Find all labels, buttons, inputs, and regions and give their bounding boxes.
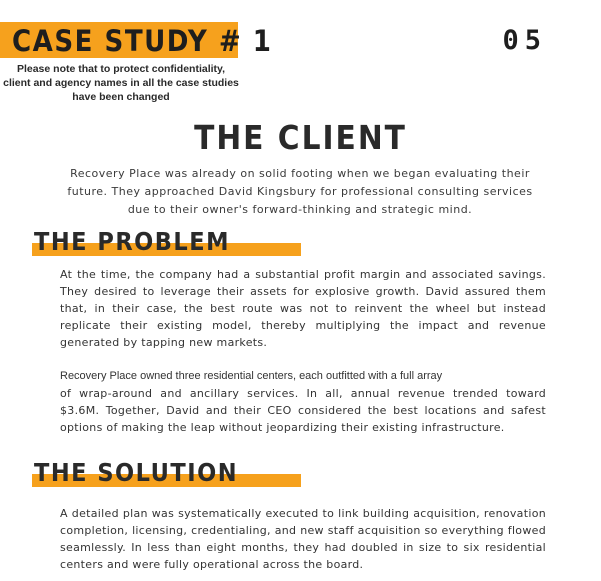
client-section-text: Recovery Place was already on solid footing when we began evaluating their future. They approached David Kingsbury for professional consulting services due to their owner's forward-thinking and strategic mind. xyxy=(67,167,533,216)
solution-heading-label: THE SOLUTION xyxy=(34,458,239,487)
problem-paragraph-1: At the time, the company had a substantial profit margin and associated savings. They desired to leverage their assets for explosive growth. David assured them that, in their case, the best route was not to reinvent the wheel but instead replicate their existing model, thereby multiplying the impact and revenue generated by tapping new markets. xyxy=(60,268,546,349)
case-study-title: CASE STUDY # 1 xyxy=(12,24,273,58)
client-section-title: THE CLIENT xyxy=(194,118,407,157)
problem-paragraph-2-rest: of wrap-around and ancillary services. In all, annual revenue trended toward $3.6M. Together, David and their CEO considered the best locations and safest options of making the leap without jeopardizing their existing infrastructure. xyxy=(60,387,546,434)
problem-paragraph-2-lead: Recovery Place owned three residential centers, each outfitted with a full array xyxy=(60,370,443,382)
problem-paragraph-2 xyxy=(60,368,546,436)
confidentiality-disclaimer: Please note that to protect confidentiality, client and agency names in all the case studies have been changed xyxy=(3,63,239,103)
solution-paragraph-1: A detailed plan was systematically executed to link building acquisition, renovation completion, licensing, credentialing, and new staff acquisition so everything flowed seamlessly. In less than eight months, they had doubled in size to six residential centers and were fully operational across the board. xyxy=(60,507,546,571)
problem-heading-label: THE PROBLEM xyxy=(34,227,231,256)
page-number: 05 xyxy=(502,25,547,56)
